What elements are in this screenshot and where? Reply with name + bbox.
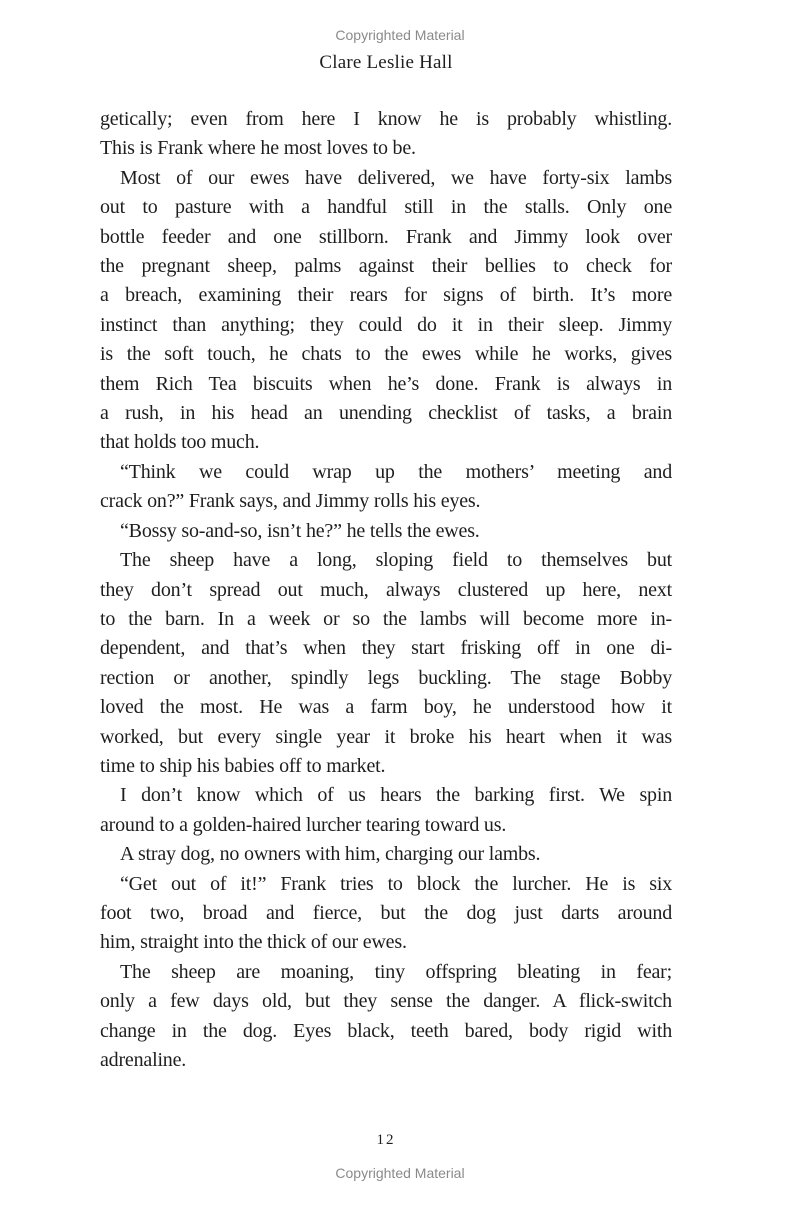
body-line: crack on?” Frank says, and Jimmy rolls his eyes. bbox=[100, 490, 481, 513]
body-line: foot two, broad and fierce, but the dog just darts around bbox=[100, 901, 672, 924]
body-line: loved the most. He was a farm boy, he understood how it bbox=[100, 696, 672, 719]
body-line: they don’t spread out much, always clustered up here, next bbox=[100, 578, 672, 601]
body-line: that holds too much. bbox=[100, 431, 260, 454]
body-line: change in the dog. Eyes black, teeth bared, body rigid with bbox=[100, 1019, 672, 1042]
body-line: Most of our ewes have delivered, we have forty-six lambs bbox=[120, 166, 672, 189]
body-line: to the barn. In a week or so the lambs will become more in- bbox=[100, 607, 672, 630]
body-line: time to ship his babies off to market. bbox=[100, 754, 386, 777]
body-line: The sheep are moaning, tiny offspring bleating in fear; bbox=[120, 960, 672, 983]
body-line: rection or another, spindly legs buckling. The stage Bobby bbox=[100, 666, 672, 689]
body-line: only a few days old, but they sense the danger. A flick-switch bbox=[100, 990, 672, 1013]
body-line: out to pasture with a handful still in the stalls. Only one bbox=[100, 196, 672, 219]
body-line: getically; even from here I know he is probably whistling. bbox=[100, 108, 672, 130]
body-line: bottle feeder and one stillborn. Frank and Jimmy look over bbox=[100, 225, 672, 248]
copyright-notice-bottom: Copyrighted Material bbox=[335, 1165, 465, 1181]
body-line: the pregnant sheep, palms against their bellies to check for bbox=[100, 255, 672, 278]
body-line: dependent, and that’s when they start frisking off in one di- bbox=[100, 637, 672, 660]
body-line: “Get out of it!” Frank tries to block the lurcher. He is six bbox=[120, 872, 672, 895]
body-line: is the soft touch, he chats to the ewes while he works, gives bbox=[100, 343, 672, 366]
body-line: I don’t know which of us hears the barking first. We spin bbox=[120, 784, 672, 807]
body-line: them Rich Tea biscuits when he’s done. Frank is always in bbox=[100, 372, 672, 395]
body-line: a breach, examining their rears for signs of birth. It’s more bbox=[100, 284, 672, 307]
body-line: “Think we could wrap up the mothers’ meeting and bbox=[120, 460, 672, 483]
body-line: worked, but every single year it broke his heart when it was bbox=[100, 725, 672, 748]
body-text bbox=[100, 105, 672, 1075]
body-line: adrenaline. bbox=[100, 1049, 187, 1071]
body-line: This is Frank where he most loves to be. bbox=[100, 137, 416, 160]
body-line: “Bossy so-and-so, isn’t he?” he tells the ewes. bbox=[120, 519, 480, 542]
copyright-notice-top: Copyrighted Material bbox=[335, 27, 465, 43]
body-line: A stray dog, no owners with him, charging our lambs. bbox=[120, 843, 541, 866]
running-header-author: Clare Leslie Hall bbox=[319, 52, 453, 73]
body-line: The sheep have a long, sloping field to themselves but bbox=[120, 549, 672, 572]
body-line: a rush, in his head an unending checklist of tasks, a brain bbox=[100, 402, 672, 425]
body-line: him, straight into the thick of our ewes. bbox=[100, 931, 407, 954]
body-line: instinct than anything; they could do it in their sleep. Jimmy bbox=[100, 313, 672, 336]
page-number: 12 bbox=[376, 1132, 396, 1148]
body-line: around to a golden-haired lurcher tearing toward us. bbox=[100, 813, 507, 836]
